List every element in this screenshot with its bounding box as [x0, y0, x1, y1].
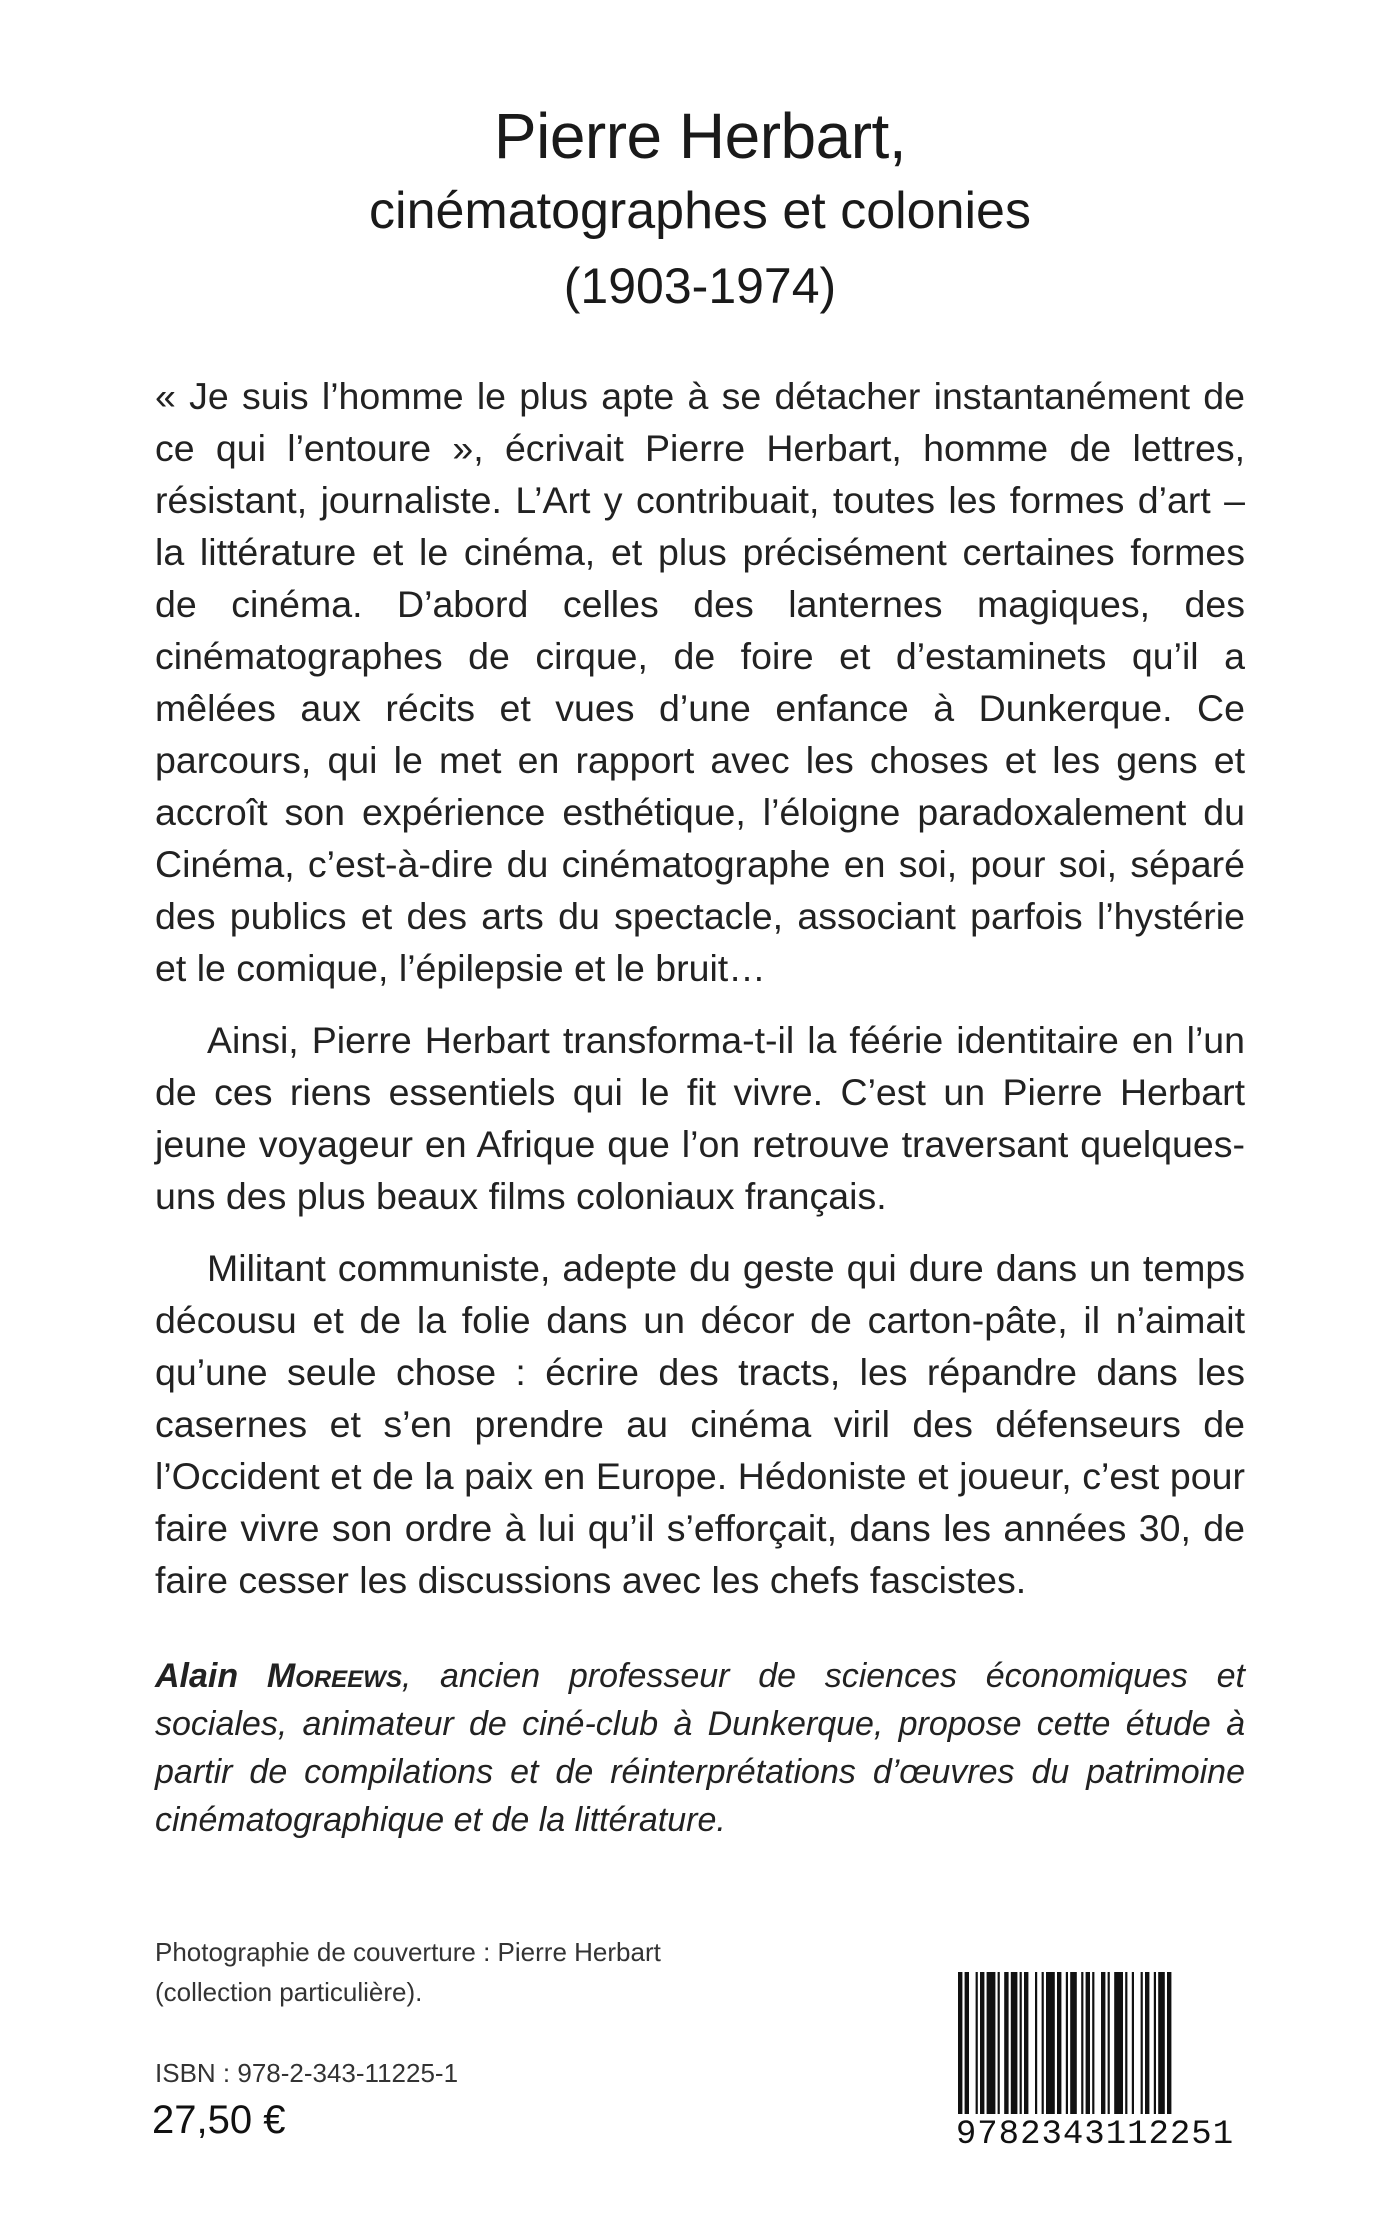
author-bio: [155, 1652, 1245, 1844]
barcode-bar: [965, 1972, 969, 2122]
author-last-name: Moreews: [266, 1657, 402, 1695]
barcode-bar: [1024, 1972, 1028, 2122]
barcode-bar: [1046, 1972, 1055, 2122]
barcode-bar: [1081, 1972, 1083, 2122]
title-author-name: Pierre Herbart,: [493, 100, 907, 172]
barcode-bar: [1011, 1972, 1018, 2122]
barcode-bar: [987, 1972, 996, 2122]
barcode-bar: [976, 1972, 978, 2122]
barcode-bar: [1141, 1972, 1143, 2122]
barcode-bar: [1154, 1972, 1156, 2122]
photo-credit-line-2: (collection particulière).: [155, 1977, 423, 2007]
barcode-bar: [1086, 1972, 1090, 2122]
blurb-paragraph-3: Militant communiste, adepte du geste qui dure dans un temps décousu et de la folie dans un décor de carton-pâte, il n’aimait qu’une seule chose : écrire des tracts, les répandre dans les casernes et s’en prendre au cinéma viril des défenseurs de l’Occident et de la paix en Europe. Hédoniste et joueur, c’est pour faire vivre son ordre à lui qu’il s’efforçait, dans les années 30, de faire cesser les discussions avec les chefs fascistes.: [155, 1247, 1245, 1601]
author-first-name: Alain: [155, 1657, 239, 1695]
barcode-bar: [1020, 1972, 1022, 2122]
barcode-bar: [1057, 1972, 1061, 2122]
barcode-digits: 9782343112251: [950, 2114, 1240, 2156]
barcode-bar: [1070, 1972, 1077, 2122]
barcode-bar: [1101, 1972, 1105, 2122]
barcode-bar: [1108, 1972, 1110, 2122]
barcode-bar: [1004, 1972, 1008, 2122]
blurb: [155, 370, 1245, 1606]
blurb-paragraph-2: Ainsi, Pierre Herbart transforma-t-il la féérie identitaire en l’un de ces riens essentiels qui le fit vivre. C’est un Pierre Herbart jeune voyageur en Afrique que l’on retrouve traversant quelques-uns des plus beaux films coloniaux français.: [155, 1019, 1245, 1217]
photo-credit: [155, 1932, 661, 2012]
barcode-bar: [1132, 1972, 1134, 2122]
title-dates: (1903-1974): [563, 258, 837, 314]
title-subject: cinématographes et colonies: [369, 182, 1031, 240]
barcode-bar: [998, 1972, 1000, 2122]
author-bio-text: , ancien professeur de sciences économiques et sociales, animateur de ciné-club à Dunkerque, propose cette étude à partir de compilations et de réinterprétations d’œuvres du patrimoine cinématographique et de la littérature.: [155, 1657, 1245, 1839]
isbn: ISBN : 978-2-343-11225-1: [155, 2058, 459, 2088]
barcode-bar: [1125, 1972, 1127, 2122]
book-title: [0, 100, 1400, 318]
barcode-bar: [1158, 1972, 1165, 2122]
barcode-bars-icon: [950, 1972, 1240, 2122]
barcode-bar: [1114, 1972, 1123, 2122]
barcode-bar: [1145, 1972, 1149, 2122]
barcode: [950, 1972, 1240, 2160]
author-name: [155, 1657, 402, 1695]
price: 27,50 €: [152, 2098, 286, 2142]
blurb-paragraph-1: « Je suis l’homme le plus apte à se détacher instantanément de ce qui l’entoure », écrivait Pierre Herbart, homme de lettres, résistant, journaliste. L’Art y contribuait, toutes les formes d’art – la littérature et le cinéma, et plus précisément certaines formes de cinéma. D’abord celles des lanternes magiques, des cinématographes de cirque, de foire et d’estaminets qu’il a mêlées aux récits et vues d’une enfance à Dunkerque. Ce parcours, qui le met en rapport avec les choses et les gens et accroît son expérience esthétique, l’éloigne paradoxalement du Cinéma, c’est-à-dire du cinématographe en soi, pour soi, séparé des publics et des arts du spectacle, associant parfois l’hystérie et le comique, l’épilepsie et le bruit…: [155, 375, 1245, 989]
barcode-bar: [1167, 1972, 1171, 2122]
photo-credit-line-1: Photographie de couverture : Pierre Herbart: [155, 1937, 661, 1967]
barcode-bar: [1035, 1972, 1037, 2122]
barcode-bar: [1042, 1972, 1044, 2122]
barcode-bar: [1092, 1972, 1094, 2122]
barcode-bar: [980, 1972, 984, 2122]
barcode-bar: [1066, 1972, 1068, 2122]
barcode-bar: [958, 1972, 962, 2122]
